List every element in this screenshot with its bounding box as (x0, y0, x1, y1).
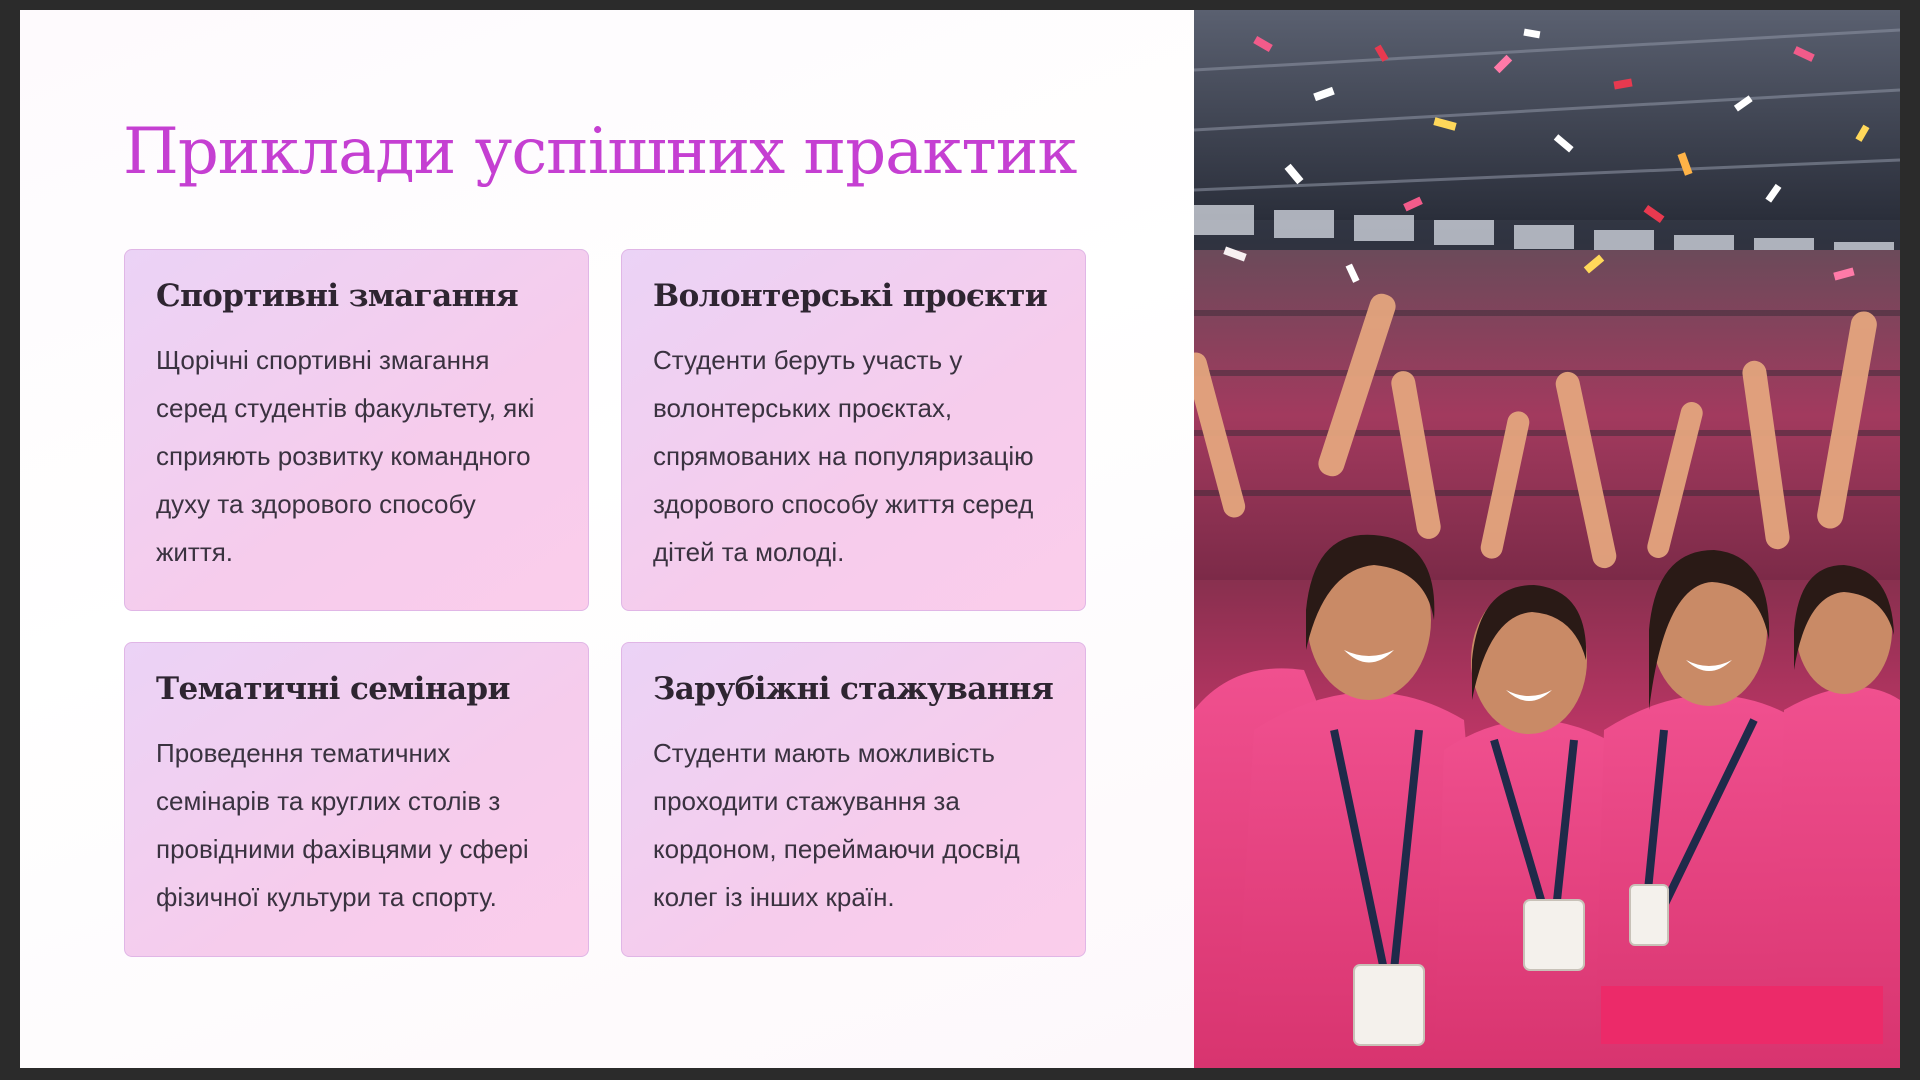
content-pane (20, 10, 1194, 1068)
photo-illustration (1194, 10, 1900, 1068)
card-thematic-seminars[interactable] (124, 642, 589, 957)
card-title: Волонтерські проєкти (653, 278, 1048, 314)
card-volunteer-projects[interactable] (621, 249, 1086, 611)
card-title: Спортивні змагання (156, 278, 519, 314)
slide[interactable] (20, 10, 1900, 1068)
card-foreign-internships[interactable] (621, 642, 1086, 957)
accent-bar (1601, 986, 1883, 1044)
card-title: Тематичні семінари (156, 671, 510, 707)
stadium-students-photo[interactable] (1194, 10, 1900, 1068)
card-text: Студенти беруть участь у волонтерських проєктах, спрямованих на популяризацію здорового способу життя серед дітей та молоді. (653, 345, 1034, 567)
card-text: Проведення тематичних семінарів та круглих столів з провідними фахівцями у сфері фізичної культури та спорту. (156, 738, 529, 912)
card-sports-competitions[interactable] (124, 249, 589, 611)
card-title: Зарубіжні стажування (653, 671, 1054, 707)
card-text: Щорічні спортивні змагання серед студентів факультету, які сприяють розвитку командного духу та здорового способу життя. (156, 345, 535, 567)
slide-title[interactable]: Приклади успішних практик (123, 115, 1077, 189)
card-text: Студенти мають можливість проходити стажування за кордоном, переймаючи досвід колег із інших країн. (653, 738, 1020, 912)
